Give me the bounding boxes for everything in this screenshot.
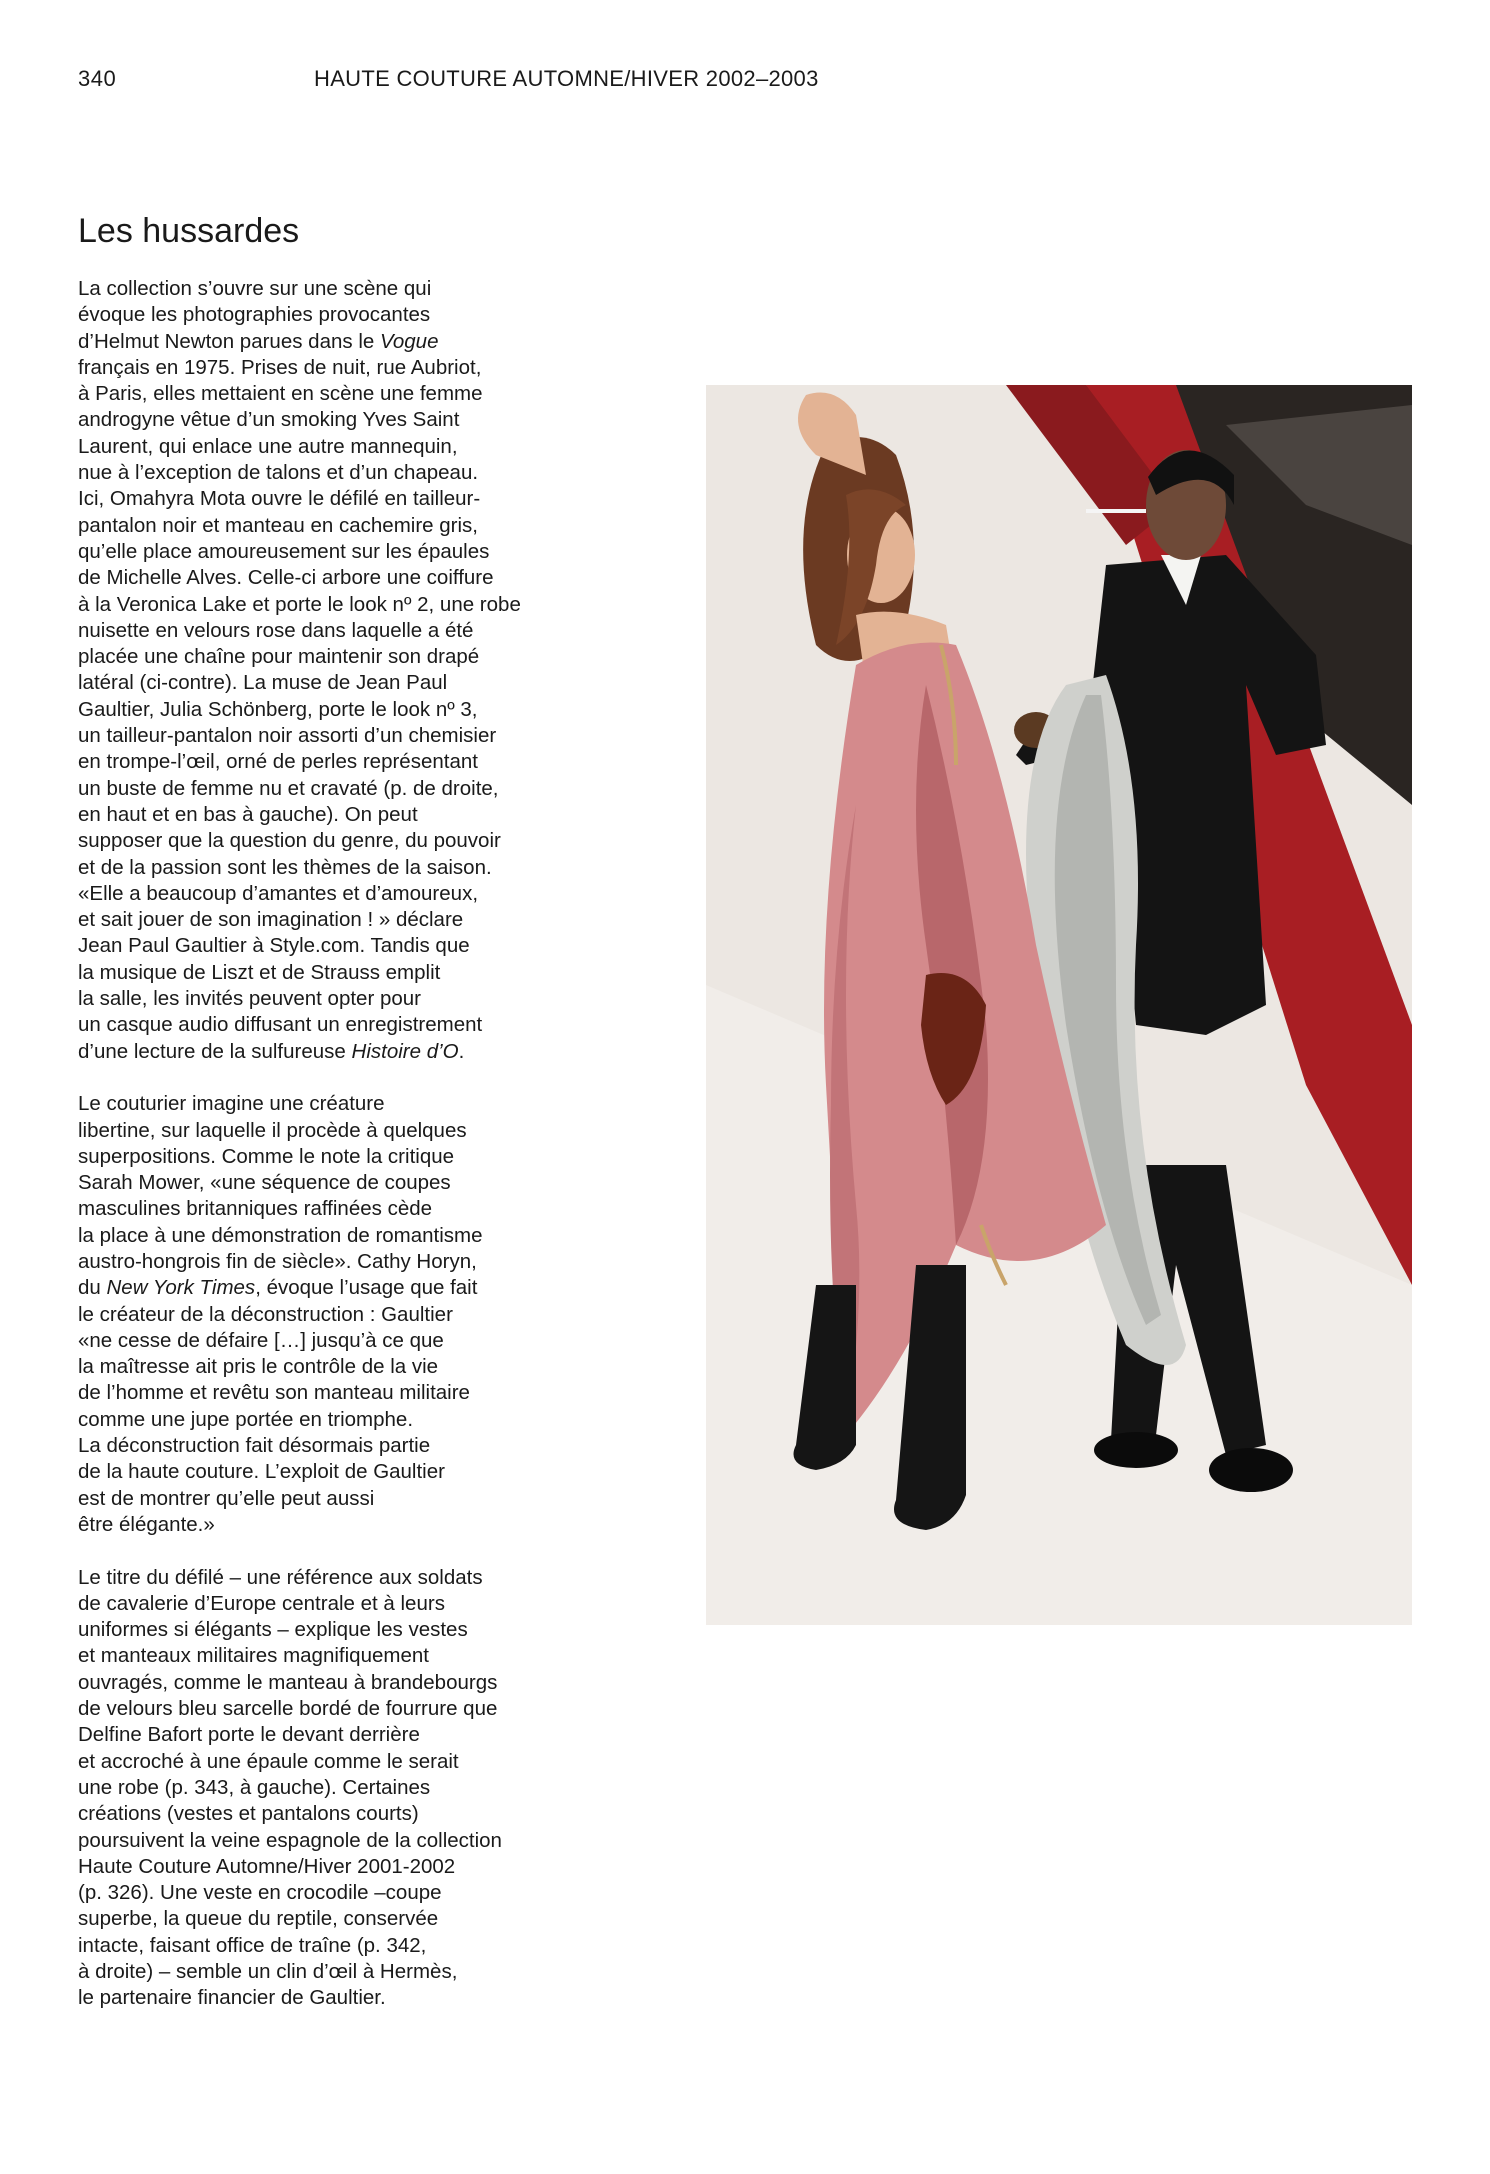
- paragraph-2: [78, 1091, 578, 1538]
- text-line: la place à une démonstration de romantisme: [78, 1223, 483, 1247]
- text-line: pantalon noir et manteau en cachemire gris,: [78, 513, 478, 537]
- text-line: nuisette en velours rose dans laquelle a été: [78, 618, 474, 642]
- text-line: de Michelle Alves. Celle-ci arbore une coiffure: [78, 566, 494, 590]
- text-line: Haute Couture Automne/Hiver 2001-2002: [78, 1854, 456, 1878]
- text-line: masculines britanniques raffinées cède: [78, 1197, 433, 1221]
- text-line: de cavalerie d’Europe centrale et à leurs: [78, 1591, 445, 1615]
- section-title: Les hussardes: [78, 212, 300, 250]
- text-line: de velours bleu sarcelle bordé de fourrure que: [78, 1697, 498, 1721]
- text-line: austro-hongrois fin de siècle». Cathy Horyn,: [78, 1249, 477, 1273]
- text-line: intacte, faisant office de traîne (p. 342,: [78, 1933, 427, 1957]
- text-line: français en 1975. Prises de nuit, rue Aubriot,: [78, 355, 482, 379]
- text-line: un buste de femme nu et cravaté (p. de droite,: [78, 776, 499, 800]
- runway-photo-illustration: [706, 385, 1412, 1625]
- text-line: «Elle a beaucoup d’amantes et d’amoureux,: [78, 881, 479, 905]
- text-line: latéral (ci-contre). La muse de Jean Paul: [78, 671, 448, 695]
- italic-title: New York Times: [106, 1276, 256, 1300]
- text-line: Le couturier imagine une créature: [78, 1092, 385, 1116]
- text-line: d’Helmut Newton parues dans le Vogue: [78, 329, 439, 353]
- text-line: du New York Times, évoque l’usage que fait: [78, 1276, 478, 1300]
- italic-title: Vogue: [379, 329, 439, 353]
- page-number: 340: [78, 66, 117, 91]
- text-line: créations (vestes et pantalons courts): [78, 1802, 419, 1826]
- text-line: La collection s’ouvre sur une scène qui: [78, 277, 432, 300]
- text-line: évoque les photographies provocantes: [78, 303, 431, 327]
- text-line: le partenaire financier de Gaultier.: [78, 1986, 386, 2010]
- text-line: Le titre du défilé – une référence aux soldats: [78, 1565, 483, 1589]
- italic-title: Histoire d’O: [351, 1039, 459, 1063]
- text-line: libertine, sur laquelle il procède à quelques: [78, 1118, 467, 1142]
- text-line: un tailleur-pantalon noir assorti d’un chemisier: [78, 724, 497, 748]
- text-line: et manteaux militaires magnifiquement: [78, 1644, 429, 1668]
- text-line: Gaultier, Julia Schönberg, porte le look nº 3,: [78, 697, 478, 721]
- text-line: à Paris, elles mettaient en scène une femme: [78, 382, 483, 406]
- paragraph-1: [78, 276, 578, 1065]
- text-line: être élégante.»: [78, 1512, 215, 1536]
- runway-photo: [706, 385, 1412, 1625]
- running-head: HAUTE COUTURE AUTOMNE/HIVER 2002–2003: [314, 66, 819, 91]
- text-line: uniformes si élégants – explique les vestes: [78, 1618, 468, 1642]
- text-line: ouvragés, comme le manteau à brandebourgs: [78, 1670, 498, 1694]
- text-line: est de montrer qu’elle peut aussi: [78, 1486, 375, 1510]
- text-line: androgyne vêtue d’un smoking Yves Saint: [78, 408, 460, 432]
- text-line: Delfine Bafort porte le devant derrière: [78, 1723, 420, 1747]
- text-line: nue à l’exception de talons et d’un chapeau.: [78, 461, 479, 485]
- text-line: La déconstruction fait désormais partie: [78, 1434, 431, 1458]
- text-line: poursuivent la veine espagnole de la collection: [78, 1828, 502, 1852]
- text-line: supposer que la question du genre, du pouvoir: [78, 829, 501, 853]
- text-line: la musique de Liszt et de Strauss emplit: [78, 960, 441, 984]
- text-line: Ici, Omahyra Mota ouvre le défilé en tailleur-: [78, 487, 481, 511]
- text-line: une robe (p. 343, à gauche). Certaines: [78, 1775, 431, 1799]
- text-line: en haut et en bas à gauche). On peut: [78, 802, 418, 826]
- text-line: le créateur de la déconstruction : Gaultier: [78, 1302, 453, 1326]
- text-line: à droite) – semble un clin d’œil à Hermès,: [78, 1960, 458, 1983]
- text-line: placée une chaîne pour maintenir son drapé: [78, 645, 480, 669]
- text-line: la salle, les invités peuvent opter pour: [78, 987, 422, 1011]
- article-body: [78, 276, 578, 2038]
- text-line: d’une lecture de la sulfureuse Histoire d’O.: [78, 1039, 465, 1063]
- text-line: Laurent, qui enlace une autre mannequin,: [78, 434, 458, 458]
- paragraph-3: [78, 1565, 578, 2012]
- text-line: Jean Paul Gaultier à Style.com. Tandis que: [78, 934, 470, 958]
- text-line: (p. 326). Une veste en crocodile –coupe: [78, 1881, 442, 1905]
- text-line: et de la passion sont les thèmes de la saison.: [78, 855, 492, 879]
- text-line: en trompe-l’œil, orné de perles représentant: [78, 750, 478, 774]
- text-line: la maîtresse ait pris le contrôle de la vie: [78, 1355, 439, 1379]
- text-line: un casque audio diffusant un enregistrement: [78, 1013, 483, 1037]
- text-line: à la Veronica Lake et porte le look nº 2, une robe: [78, 592, 521, 616]
- text-line: Sarah Mower, «une séquence de coupes: [78, 1171, 451, 1195]
- text-line: de la haute couture. L’exploit de Gaultier: [78, 1460, 445, 1484]
- text-line: qu’elle place amoureusement sur les épaules: [78, 539, 490, 563]
- text-line: superpositions. Comme le note la critique: [78, 1144, 455, 1168]
- text-line: et accroché à une épaule comme le serait: [78, 1749, 459, 1773]
- text-line: «ne cesse de défaire […] jusqu’à ce que: [78, 1328, 444, 1352]
- text-line: comme une jupe portée en triomphe.: [78, 1407, 414, 1431]
- text-line: de l’homme et revêtu son manteau militaire: [78, 1381, 470, 1405]
- text-line: et sait jouer de son imagination ! » déclare: [78, 908, 464, 932]
- text-line: superbe, la queue du reptile, conservée: [78, 1907, 439, 1931]
